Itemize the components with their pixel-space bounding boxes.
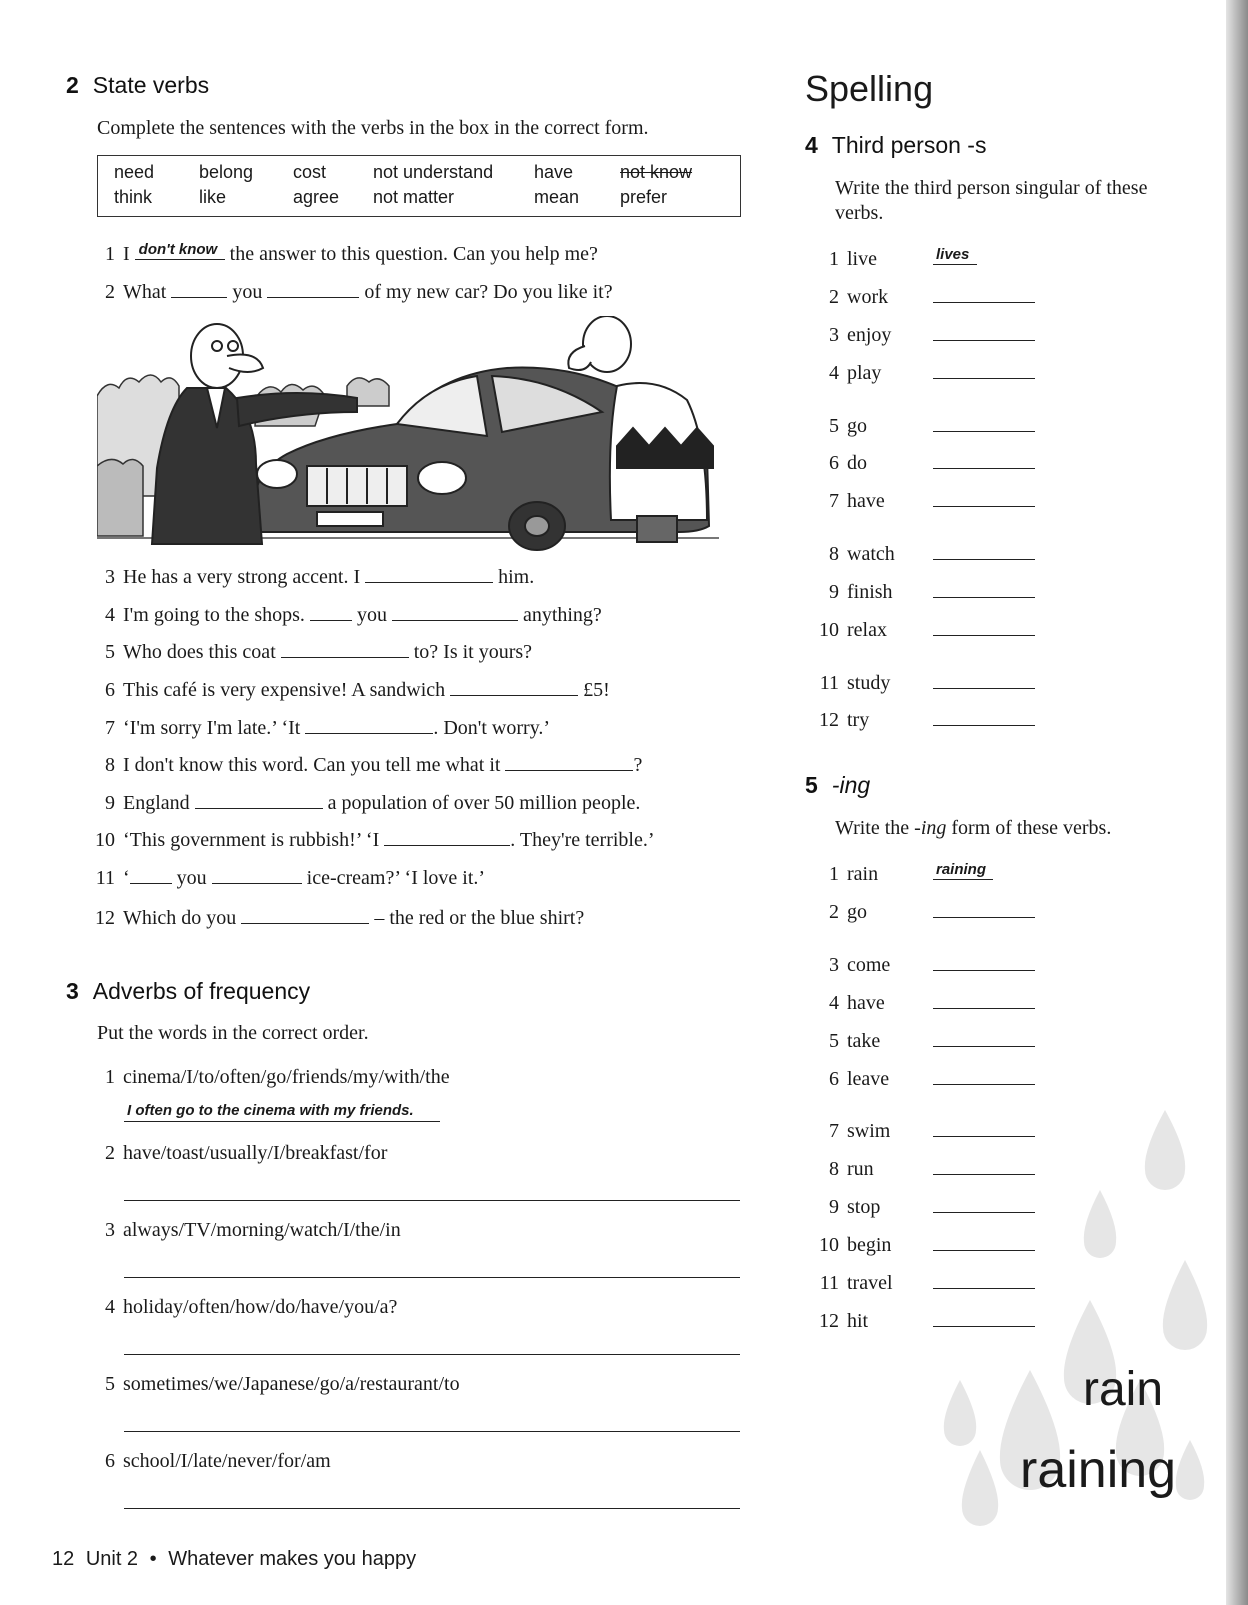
answer-line[interactable] <box>124 1277 740 1278</box>
question-4 <box>89 601 602 627</box>
question-number: 4 <box>105 604 115 626</box>
verb: like <box>199 187 227 207</box>
answer-line[interactable] <box>124 1354 740 1355</box>
verb: go <box>847 415 867 437</box>
verb: try <box>847 709 870 731</box>
answer-blank[interactable] <box>933 322 1035 341</box>
s4-item-1 <box>813 246 977 271</box>
item-number: 9 <box>829 1196 839 1218</box>
answer-blank[interactable] <box>933 861 993 880</box>
item-number: 12 <box>819 709 839 731</box>
s5-item-5 <box>813 1028 1035 1053</box>
verb: travel <box>847 1272 893 1294</box>
verb: prefer <box>620 187 668 207</box>
question-8 <box>89 751 642 777</box>
question-text: ‘I'm sorry I'm late.’ ‘It <box>123 717 301 739</box>
order-item-3 <box>89 1219 401 1242</box>
question-text: What <box>123 281 167 303</box>
verb: have <box>534 162 574 182</box>
question-7 <box>89 714 550 740</box>
s4-item-3 <box>813 322 1035 347</box>
section-title: Third person -s <box>831 132 987 158</box>
answer-blank[interactable] <box>130 864 172 884</box>
verb: finish <box>847 581 893 603</box>
question-text: ‘This government is rubbish!’ ‘I <box>123 829 380 851</box>
section-title: -ing <box>831 772 871 798</box>
question-text: . They're terrible.’ <box>510 829 655 851</box>
instruction-text: form of these verbs. <box>946 817 1112 839</box>
item-number: 1 <box>829 863 839 885</box>
question-3 <box>89 563 534 589</box>
answer-blank[interactable] <box>933 246 977 265</box>
car-salesman-illustration <box>97 316 719 552</box>
order-item-5 <box>89 1373 460 1396</box>
section-3-heading <box>66 978 310 1005</box>
section-5-instruction <box>835 817 1111 840</box>
question-number: 1 <box>105 243 115 265</box>
word-prompt: cinema/I/to/often/go/friends/my/with/the <box>123 1066 450 1088</box>
example-answer: I often go to the cinema with my friends. <box>127 1102 414 1119</box>
s4-item-5 <box>813 413 1035 438</box>
verb: begin <box>847 1234 892 1256</box>
s4-item-4 <box>813 360 1035 385</box>
question-text: you <box>232 281 263 303</box>
question-text: This café is very expensive! A sandwich <box>123 679 446 701</box>
verb: leave <box>847 1068 890 1090</box>
answer-blank[interactable] <box>933 450 1035 469</box>
s5-item-4 <box>813 990 1035 1015</box>
page-number: 12 <box>52 1548 75 1570</box>
item-number: 1 <box>829 248 839 270</box>
instruction-emphasis: -ing <box>914 817 947 839</box>
item-number: 8 <box>829 543 839 565</box>
answer-line[interactable] <box>124 1431 740 1432</box>
question-number: 2 <box>105 281 115 303</box>
answer-blank[interactable] <box>933 670 1035 689</box>
s5-item-3 <box>813 952 1035 977</box>
verb-box <box>97 155 741 217</box>
s4-item-12 <box>813 707 1035 732</box>
answer-blank[interactable] <box>933 360 1035 379</box>
item-number: 6 <box>829 1068 839 1090</box>
order-item-1 <box>89 1066 450 1089</box>
answer-blank[interactable] <box>267 278 359 298</box>
question-text: to? Is it yours? <box>413 641 533 663</box>
verb: work <box>847 286 889 308</box>
verb: have <box>847 992 885 1014</box>
question-6 <box>89 676 610 702</box>
question-text: anything? <box>522 604 602 626</box>
item-number: 7 <box>829 490 839 512</box>
item-number: 5 <box>105 1373 115 1395</box>
word-prompt: school/I/late/never/for/am <box>123 1450 331 1472</box>
verb: take <box>847 1030 881 1052</box>
answer-blank[interactable] <box>933 1066 1035 1085</box>
answer-blank[interactable] <box>171 278 227 298</box>
question-1 <box>89 240 598 266</box>
answer-blank[interactable] <box>384 826 510 846</box>
question-text: Which do you <box>123 907 237 929</box>
s4-item-8 <box>813 541 1035 566</box>
answer-blank[interactable] <box>505 751 633 771</box>
question-text: I <box>123 243 130 265</box>
s4-item-7 <box>813 488 1035 513</box>
answer-blank[interactable] <box>212 864 302 884</box>
question-number: 12 <box>95 907 115 929</box>
answer-blank[interactable] <box>135 240 225 260</box>
item-number: 2 <box>105 1142 115 1164</box>
question-text: . Don't worry.’ <box>433 717 551 739</box>
section-5-heading <box>805 772 870 799</box>
verb: live <box>847 248 877 270</box>
verb: play <box>847 362 882 384</box>
answer-blank[interactable] <box>933 579 1035 598</box>
verb: come <box>847 954 891 976</box>
question-text: you <box>176 867 207 889</box>
question-text: a population of over 50 million people. <box>327 792 641 814</box>
answer-line[interactable] <box>124 1200 740 1201</box>
section-2-heading <box>66 72 209 99</box>
s4-item-6 <box>813 450 1035 475</box>
answer-blank[interactable] <box>933 617 1035 636</box>
question-text: ice-cream?’ ‘I love it.’ <box>306 867 486 889</box>
answer-line[interactable] <box>124 1121 440 1122</box>
verb: swim <box>847 1120 891 1142</box>
verb: do <box>847 452 867 474</box>
question-10 <box>89 826 655 852</box>
answer-blank[interactable] <box>933 899 1035 918</box>
item-number: 3 <box>829 324 839 346</box>
item-number: 10 <box>819 1234 839 1256</box>
item-number: 11 <box>819 1272 839 1294</box>
question-number: 7 <box>105 717 115 739</box>
item-number: 5 <box>829 415 839 437</box>
verb: mean <box>534 187 580 207</box>
answer-blank[interactable] <box>933 284 1035 303</box>
verb: need <box>114 162 155 182</box>
item-number: 8 <box>829 1158 839 1180</box>
deco-word-raining: raining <box>1020 1441 1177 1499</box>
question-number: 8 <box>105 754 115 776</box>
item-number: 4 <box>105 1296 115 1318</box>
section-title: State verbs <box>92 72 210 98</box>
word-prompt: always/TV/morning/watch/I/the/in <box>123 1219 401 1241</box>
answer-blank[interactable] <box>305 714 433 734</box>
question-text: you <box>356 604 387 626</box>
question-text: He has a very strong accent. I <box>123 566 361 588</box>
item-number: 4 <box>829 362 839 384</box>
answer-blank[interactable] <box>450 676 578 696</box>
answer-blank[interactable] <box>933 488 1035 507</box>
answer-blank[interactable] <box>281 638 409 658</box>
answer-blank[interactable] <box>933 541 1035 560</box>
answer-blank[interactable] <box>933 1028 1035 1047</box>
verb: agree <box>293 187 340 207</box>
unit-label: Unit 2 <box>85 1548 139 1570</box>
verb: relax <box>847 619 887 641</box>
question-text: him. <box>498 566 535 588</box>
verb: not understand <box>373 162 494 182</box>
verb: enjoy <box>847 324 892 346</box>
answer-line[interactable] <box>124 1508 740 1509</box>
question-text: £5! <box>583 679 610 701</box>
item-number: 7 <box>829 1120 839 1142</box>
verb: study <box>847 672 891 694</box>
example-answer: lives <box>936 246 970 263</box>
question-text: Who does this coat <box>123 641 276 663</box>
s5-item-2 <box>813 899 1035 924</box>
answer-blank[interactable] <box>933 990 1035 1009</box>
spelling-heading: Spelling <box>805 68 934 109</box>
example-answer: raining <box>936 861 987 878</box>
item-number: 2 <box>829 901 839 923</box>
question-11 <box>89 864 485 890</box>
verb: cost <box>293 162 327 182</box>
item-number: 1 <box>105 1066 115 1088</box>
item-number: 6 <box>829 452 839 474</box>
section-4-instruction: Write the third person singular of these verbs. <box>835 177 1148 224</box>
question-text: – the red or the blue shirt? <box>374 907 585 929</box>
section-title: Adverbs of frequency <box>92 978 311 1004</box>
s5-item-1 <box>813 861 993 886</box>
unit-title: Whatever makes you happy <box>168 1548 417 1570</box>
item-number: 3 <box>829 954 839 976</box>
section-number: 4 <box>805 132 818 158</box>
answer-blank[interactable] <box>933 413 1035 432</box>
verb-crossed-out: not know <box>620 162 693 182</box>
item-number: 3 <box>105 1219 115 1241</box>
question-text: I don't know this word. Can you tell me what it <box>123 754 501 776</box>
deco-word-rain: rain <box>1083 1363 1164 1416</box>
word-prompt: sometimes/we/Japanese/go/a/restaurant/to <box>123 1373 460 1395</box>
question-number: 10 <box>95 829 115 851</box>
answer-blank[interactable] <box>195 789 323 809</box>
s4-item-9 <box>813 579 1035 604</box>
question-9 <box>89 789 640 815</box>
item-number: 4 <box>829 992 839 1014</box>
order-item-2 <box>89 1142 387 1165</box>
verb: rain <box>847 863 879 885</box>
answer-blank[interactable] <box>365 563 493 583</box>
verb: not matter <box>373 187 455 207</box>
item-number: 6 <box>105 1450 115 1472</box>
section-2-instruction: Complete the sentences with the verbs in the box in the correct form. <box>97 117 649 139</box>
question-2 <box>89 278 613 304</box>
question-12 <box>89 904 584 930</box>
word-prompt: holiday/often/how/do/have/you/a? <box>123 1296 398 1318</box>
s5-item-6 <box>813 1066 1035 1091</box>
question-text: ‘ <box>123 867 130 889</box>
question-number: 3 <box>105 566 115 588</box>
item-number: 11 <box>819 672 839 694</box>
answer-blank[interactable] <box>933 952 1035 971</box>
item-number: 5 <box>829 1030 839 1052</box>
question-text: England <box>123 792 190 814</box>
footer-bullet: • <box>149 1548 157 1570</box>
section-number: 5 <box>805 772 818 798</box>
item-number: 10 <box>819 619 839 641</box>
section-3-instruction: Put the words in the correct order. <box>97 1022 369 1044</box>
question-5 <box>89 638 532 664</box>
answer-blank[interactable] <box>933 707 1035 726</box>
item-number: 12 <box>819 1310 839 1332</box>
s4-item-2 <box>813 284 1035 309</box>
item-number: 9 <box>829 581 839 603</box>
verb: belong <box>199 162 254 182</box>
verb: go <box>847 901 867 923</box>
answer-blank[interactable] <box>392 601 518 621</box>
s4-item-11 <box>813 670 1035 695</box>
verb: have <box>847 490 885 512</box>
question-text: the answer to this question. Can you help me? <box>229 243 598 265</box>
verb: think <box>114 187 153 207</box>
word-prompt: have/toast/usually/I/breakfast/for <box>123 1142 388 1164</box>
item-number: 2 <box>829 286 839 308</box>
page-footer <box>52 1548 416 1571</box>
verb: watch <box>847 543 895 565</box>
verb: run <box>847 1158 874 1180</box>
question-number: 9 <box>105 792 115 814</box>
order-item-4 <box>89 1296 397 1319</box>
verb: hit <box>847 1310 869 1332</box>
example-answer: don't know <box>138 241 218 258</box>
question-text: ? <box>633 754 643 776</box>
answer-blank[interactable] <box>241 904 369 924</box>
section-number: 2 <box>66 72 79 98</box>
s4-item-10 <box>813 617 1035 642</box>
section-number: 3 <box>66 978 79 1004</box>
section-4-heading <box>805 132 986 159</box>
instruction-text: Write the <box>835 817 915 839</box>
question-number: 6 <box>105 679 115 701</box>
question-text: I'm going to the shops. <box>123 604 305 626</box>
question-number: 5 <box>105 641 115 663</box>
question-text: of my new car? Do you like it? <box>364 281 613 303</box>
answer-blank[interactable] <box>310 601 352 621</box>
verb: stop <box>847 1196 881 1218</box>
question-number: 11 <box>95 867 115 889</box>
order-item-6 <box>89 1450 331 1473</box>
